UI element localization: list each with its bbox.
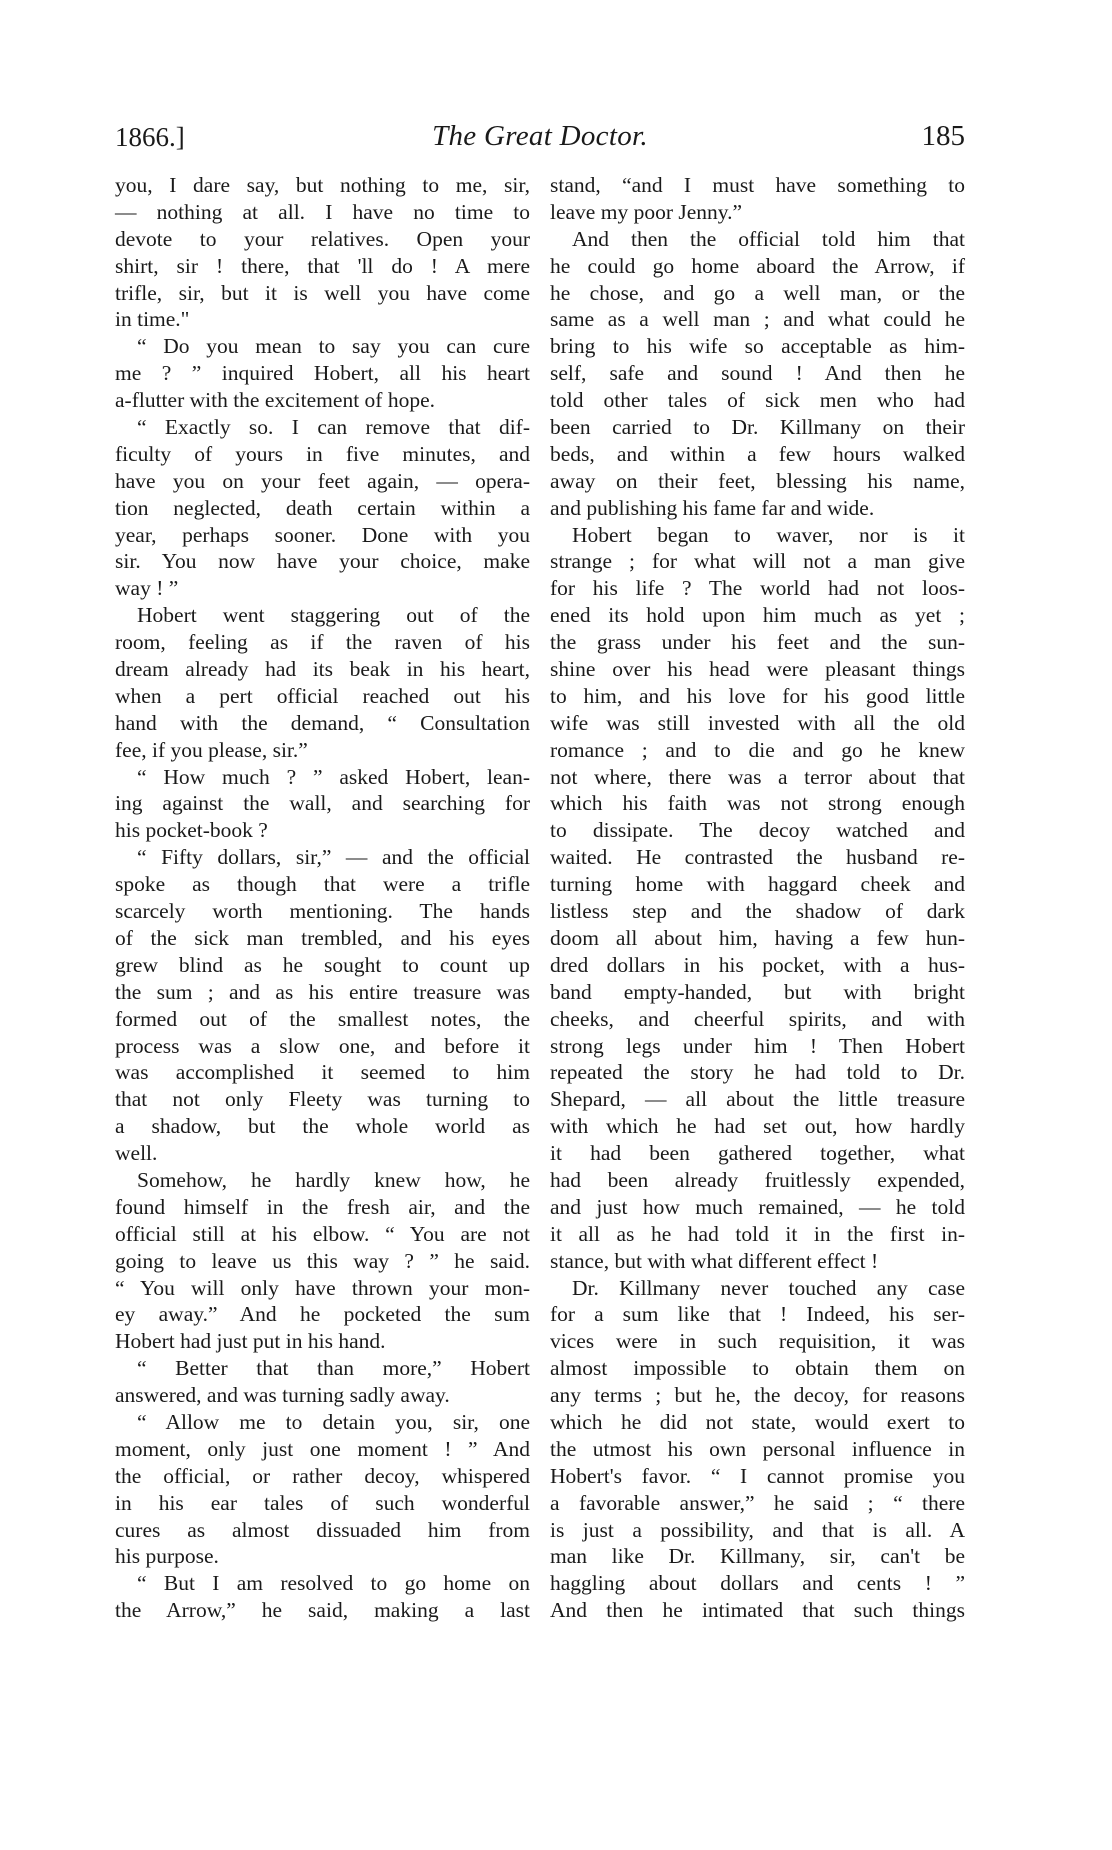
text-line: repeated the story he had told to Dr. [550, 1060, 965, 1085]
header-year: 1866.] [115, 122, 185, 152]
text-line: the utmost his own personal influence in [550, 1436, 965, 1461]
text-line: Hobert's favor. “ I cannot promise you [550, 1463, 965, 1488]
text-line: in time." [115, 307, 190, 332]
text-line: ficulty of yours in five minutes, and [115, 441, 530, 466]
text-line: ey away.” And he pocketed the sum [115, 1302, 530, 1327]
text-line: Hobert began to waver, nor is it [572, 522, 965, 547]
text-line: had been already fruitlessly expended, [550, 1167, 965, 1192]
text-line: that not only Fleety was turning to [115, 1087, 530, 1112]
text-line: shirt, sir ! there, that 'll do ! A mere [115, 253, 530, 278]
text-line: it all as he had told it in the first in- [550, 1221, 965, 1246]
text-line: “ But I am resolved to go home on [137, 1571, 530, 1596]
page-number: 185 [921, 120, 965, 152]
text-line: a-flutter with the excitement of hope. [115, 388, 435, 413]
text-line: And then the official told him that [572, 226, 965, 251]
text-line: devote to your relatives. Open your [115, 226, 530, 251]
text-line: bring to his wife so acceptable as him- [550, 334, 965, 359]
text-line: almost impossible to obtain them on [550, 1356, 965, 1381]
text-line: to him, and his love for his good little [550, 683, 965, 708]
text-line: he could go home aboard the Arrow, if [550, 253, 965, 278]
text-line: his purpose. [115, 1544, 219, 1569]
text-line: going to leave us this way ? ” he said. [115, 1248, 530, 1273]
text-line: a favorable answer,” he said ; “ there [550, 1490, 965, 1515]
text-line: for a sum like that ! Indeed, his ser- [550, 1302, 965, 1327]
text-line: tion neglected, death certain within a [115, 495, 530, 520]
text-line: any terms ; but he, the decoy, for reasons [550, 1383, 965, 1408]
text-line: hand with the demand, “ Consultation [115, 710, 530, 735]
header-title: The Great Doctor. [432, 120, 648, 152]
text-line: formed out of the smallest notes, the [115, 1006, 530, 1031]
text-line: self, safe and sound ! And then he [550, 361, 965, 386]
text-line: same as a well man ; and what could he [550, 307, 965, 332]
text-line: vices were in such requisition, it was [550, 1329, 965, 1354]
text-line: found himself in the fresh air, and the [115, 1194, 530, 1219]
text-line: answered, and was turning sadly away. [115, 1383, 450, 1408]
text-line: to dissipate. The decoy watched and [550, 818, 965, 843]
text-line: not where, there was a terror about that [550, 764, 965, 789]
text-line: cheeks, and cheerful spirits, and with [550, 1006, 965, 1031]
text-column-left [115, 172, 530, 1624]
text-line: “ Fifty dollars, sir,” — and the official [137, 845, 530, 870]
text-line: grew blind as he sought to count up [115, 952, 530, 977]
text-line: haggling about dollars and cents ! ” [550, 1571, 965, 1596]
text-line: stand, “and I must have something to [550, 173, 965, 197]
text-line: spoke as though that were a trifle [115, 872, 530, 897]
text-line: and just how much remained, — he told [550, 1194, 965, 1219]
text-line: Somehow, he hardly knew how, he [137, 1167, 530, 1192]
text-line: process was a slow one, and before it [115, 1033, 530, 1058]
text-line: Hobert had just put in his hand. [115, 1329, 386, 1354]
text-line: the sum ; and as his entire treasure was [115, 979, 530, 1004]
text-line: stance, but with what different effect ! [550, 1248, 879, 1273]
text-line: “ Better that than more,” Hobert [137, 1356, 530, 1381]
text-line: “ Do you mean to say you can cure [137, 334, 530, 359]
text-line: well. [115, 1141, 158, 1166]
text-line: a shadow, but the whole world as [115, 1114, 530, 1139]
text-line: doom all about him, having a few hun- [550, 925, 965, 950]
text-line: way ! ” [115, 576, 179, 601]
text-line: turning home with haggard cheek and [550, 872, 965, 897]
text-line: the official, or rather decoy, whispered [115, 1463, 530, 1488]
text-line: man like Dr. Killmany, sir, can't be [550, 1544, 965, 1569]
text-line: for his life ? The world had not loos- [550, 576, 965, 601]
text-line: fee, if you please, sir.” [115, 737, 308, 762]
text-line: was accomplished it seemed to him [115, 1060, 530, 1085]
text-line: And then he intimated that such things [550, 1598, 965, 1623]
text-line: room, feeling as if the raven of his [115, 630, 530, 655]
text-line: he chose, and go a well man, or the [550, 280, 965, 305]
text-line: ing against the wall, and searching for [115, 791, 530, 816]
text-line: cures as almost dissuaded him from [115, 1517, 530, 1542]
text-line: is just a possibility, and that is all. A [550, 1517, 965, 1542]
text-line: Hobert went staggering out of the [137, 603, 530, 628]
text-line: away on their feet, blessing his name, [550, 468, 965, 493]
text-line: me ? ” inquired Hobert, all his heart [115, 361, 530, 386]
text-line: been carried to Dr. Killmany on their [550, 415, 965, 440]
text-line: told other tales of sick men who had [550, 388, 965, 413]
text-line: scarcely worth mentioning. The hands [115, 899, 530, 924]
text-line: dred dollars in his pocket, with a hus- [550, 952, 965, 977]
text-line: sir. You now have your choice, make [115, 549, 530, 574]
text-line: have you on your feet again, — opera- [115, 468, 530, 493]
text-line: trifle, sir, but it is well you have come [115, 280, 530, 305]
text-line: it had been gathered together, what [550, 1141, 965, 1166]
text-line: year, perhaps sooner. Done with you [115, 522, 530, 547]
text-line: when a pert official reached out his [115, 683, 530, 708]
text-line: band empty-handed, but with bright [550, 979, 965, 1004]
text-line: the grass under his feet and the sun- [550, 630, 965, 655]
text-line: beds, and within a few hours walked [550, 441, 965, 466]
text-line: — nothing at all. I have no time to [115, 199, 530, 224]
text-line: of the sick man trembled, and his eyes [115, 925, 530, 950]
text-line: in his ear tales of such wonderful [115, 1490, 530, 1515]
text-line: “ You will only have thrown your mon- [115, 1275, 530, 1300]
text-line: official still at his elbow. “ You are not [115, 1221, 530, 1246]
text-line: “ How much ? ” asked Hobert, lean- [137, 764, 530, 789]
text-line: leave my poor Jenny.” [550, 199, 743, 224]
text-line: ened its hold upon him much as yet ; [550, 603, 965, 628]
running-header [115, 118, 965, 158]
text-line: “ Allow me to detain you, sir, one [137, 1409, 530, 1434]
text-line: wife was still invested with all the old [550, 710, 965, 735]
text-line: which he did not state, would exert to [550, 1409, 965, 1434]
text-line: “ Exactly so. I can remove that dif- [137, 415, 530, 440]
text-line: shine over his head were pleasant things [550, 657, 965, 682]
text-line: strong legs under him ! Then Hobert [550, 1033, 965, 1058]
text-line: and publishing his fame far and wide. [550, 495, 875, 520]
text-line: moment, only just one moment ! ” And [115, 1436, 530, 1461]
text-line: the Arrow,” he said, making a last [115, 1598, 530, 1623]
text-line: dream already had its beak in his heart, [115, 657, 530, 682]
text-line: Shepard, — all about the little treasure [550, 1087, 965, 1112]
text-line: you, I dare say, but nothing to me, sir, [115, 173, 530, 197]
text-line: romance ; and to die and go he knew [550, 737, 965, 762]
text-line: with which he had set out, how hardly [550, 1114, 965, 1139]
text-line: Dr. Killmany never touched any case [572, 1275, 965, 1300]
text-line: waited. He contrasted the husband re- [550, 845, 965, 870]
text-line: which his faith was not strong enough [550, 791, 965, 816]
text-line: listless step and the shadow of dark [550, 899, 965, 924]
text-line: strange ; for what will not a man give [550, 549, 965, 574]
text-line: his pocket-book ? [115, 818, 268, 843]
text-column-right [550, 172, 965, 1624]
